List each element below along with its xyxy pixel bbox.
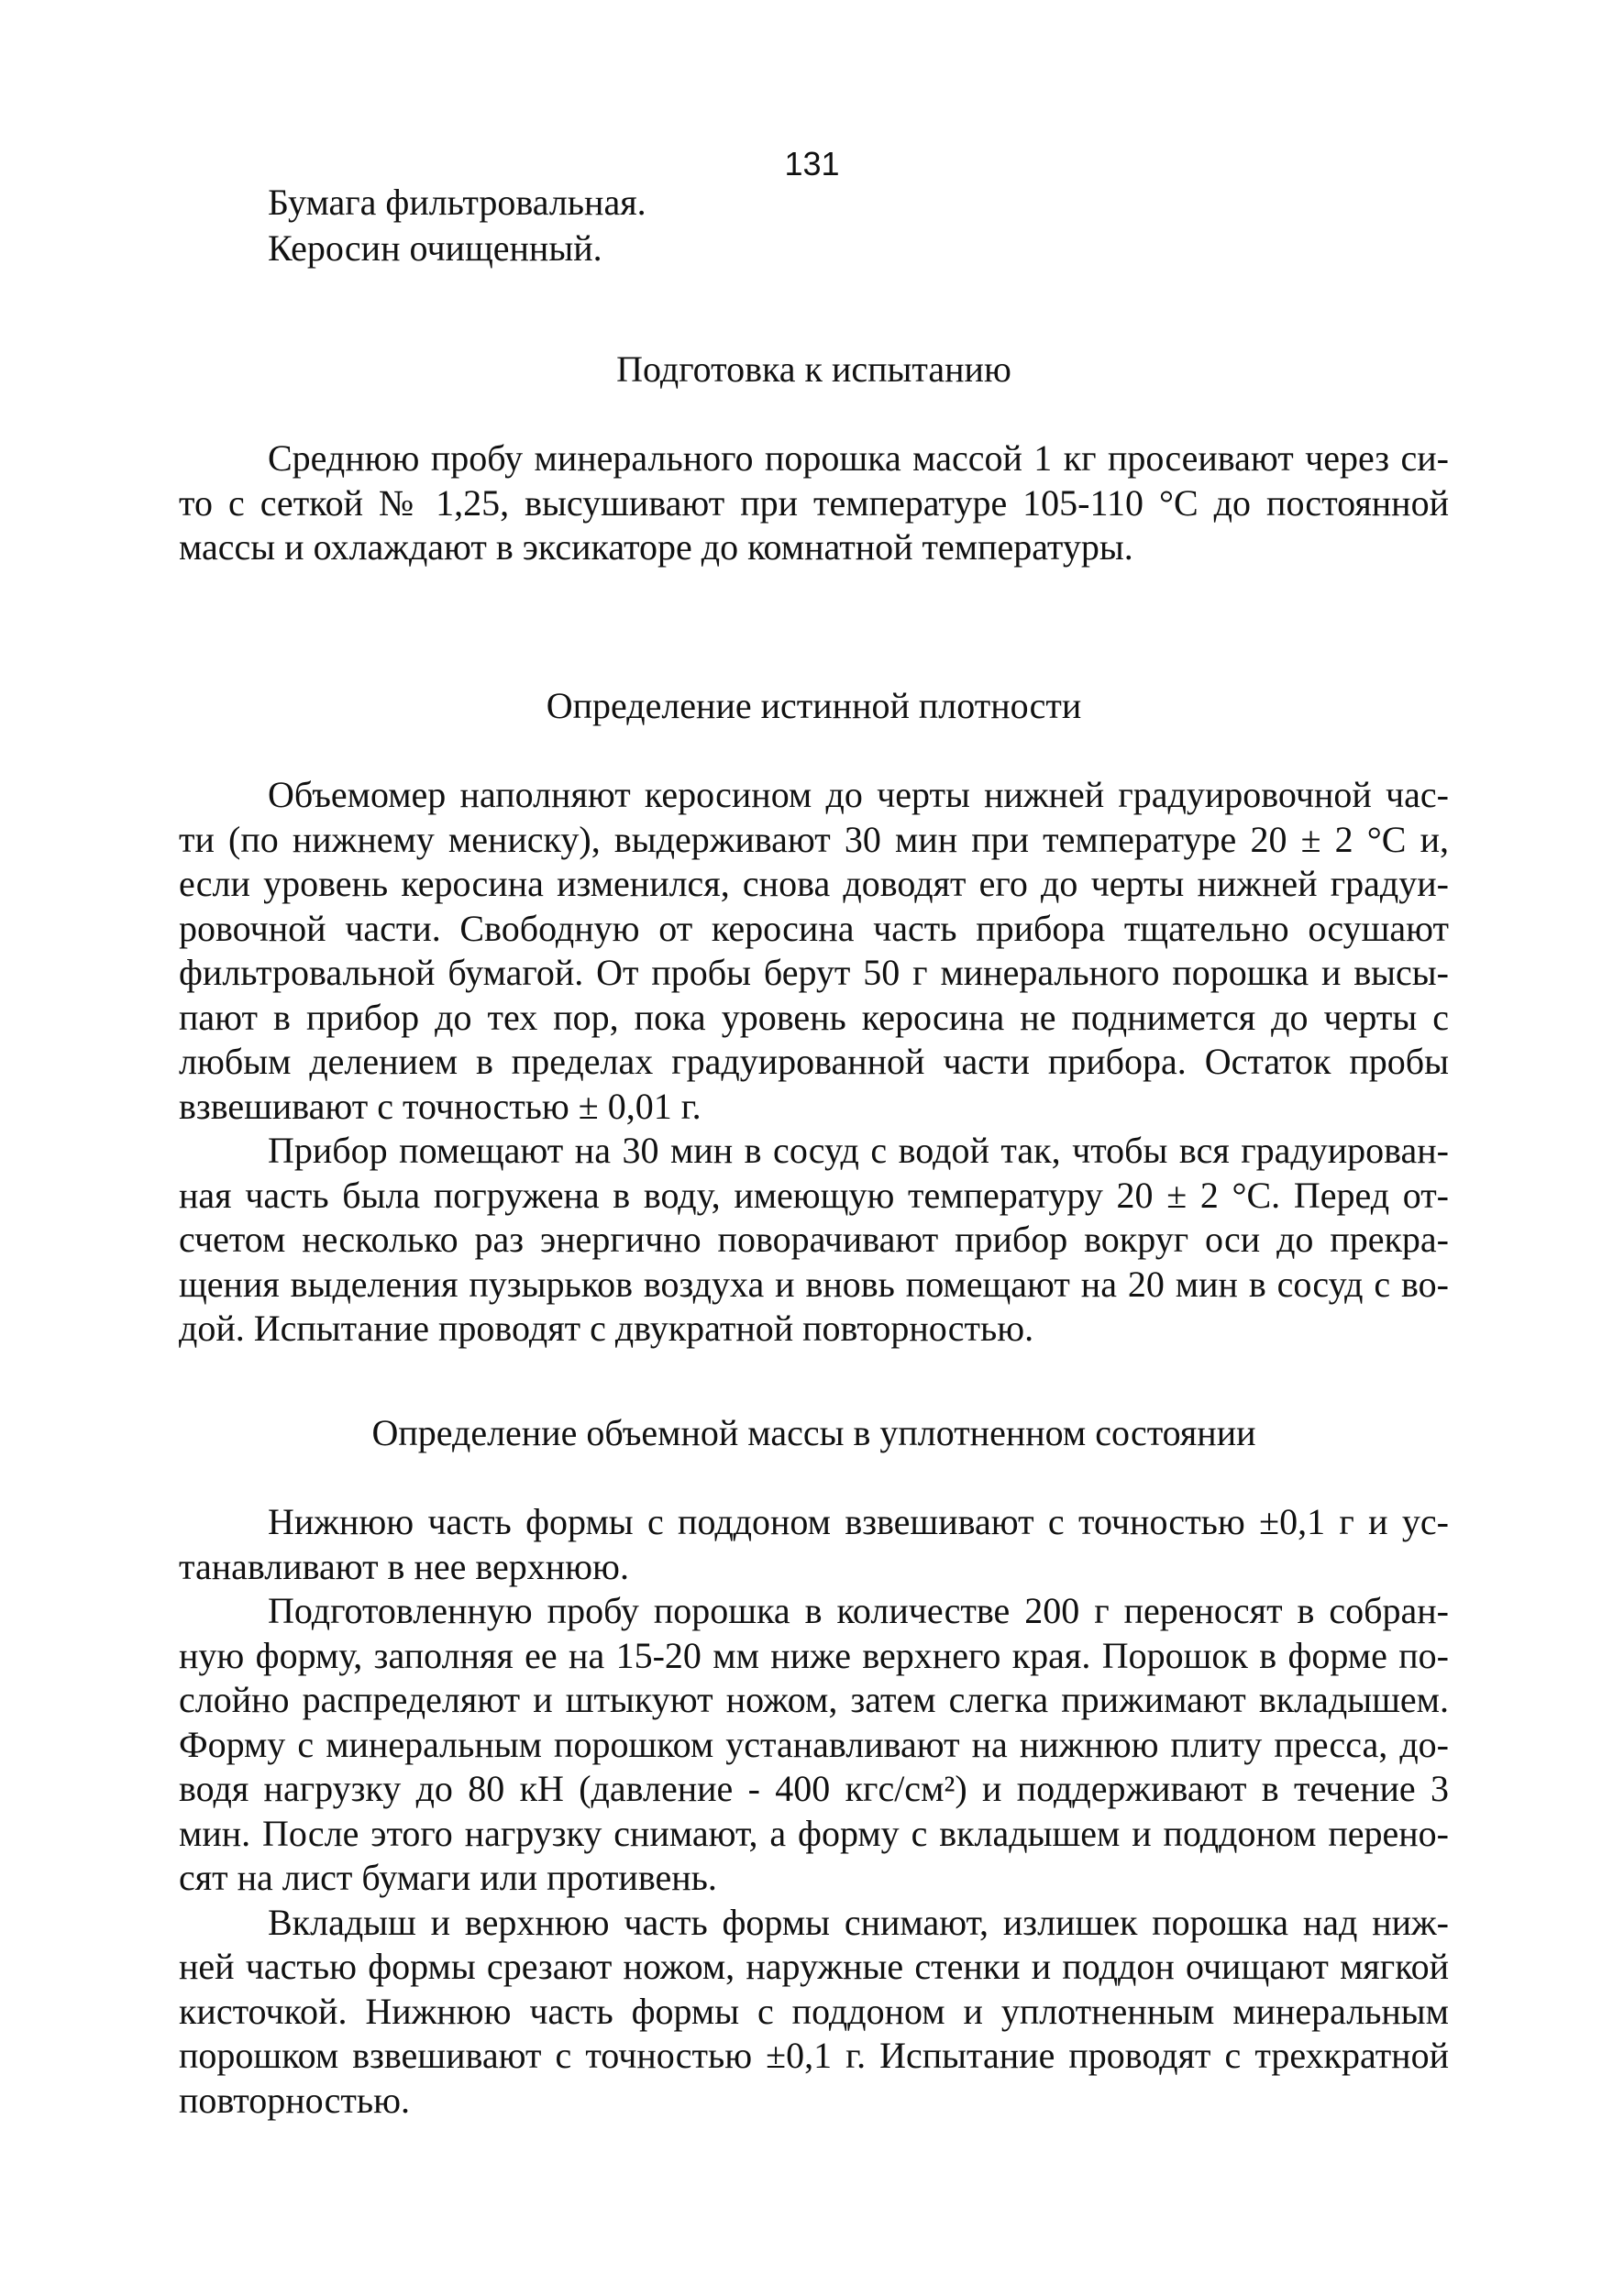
paragraph: Объемомер наполняют керосином до черты нижней градуировочной час-ти (по нижнему мениску), выдерживают 30 мин при температуре 20 ± 2 °С и, если уровень керосина изменился, снова доводят его до черты нижней градуи-ровочной части. Свободную от керосина часть прибора тщательно осушают фильтровальной бумагой. От пробы берут 50 г минерального порошка и высы-пают в прибор до тех пор, пока уровень керосина не поднимется до черты с любым делением в пределах градуированной части прибора. Остаток пробы взвешивают с точностью ± 0,01 г. xyxy=(179,774,1449,1127)
section-true-density xyxy=(179,683,1449,1352)
materials-list xyxy=(268,180,646,271)
paragraph: Прибор помещают на 30 мин в сосуд с водой так, чтобы вся градуирован-ная часть была погружена в воду, имеющую температуру 20 ± 2 °С. Перед от-счетом несколько раз энергично поворачивают прибор вокруг оси до прекра-щения выделения пузырьков воздуха и вновь помещают на 20 мин в сосуд с во-дой. Испытание проводят с двукратной повторностью. xyxy=(179,1130,1449,1349)
paragraph: Подготовленную пробу порошка в количестве 200 г переносят в собран-ную форму, заполняя ее на 15-20 мм ниже верхнего края. Порошок в форме по-слойно распределяют и штыкуют ножом, затем слегка прижимают вкладышем. Форму с минеральным порошком устанавливают на нижнюю плиту пресса, до-водя нагрузку до 80 кН (давление - 400 кгс/см²) и поддерживают в течение 3 мин. После этого нагрузку снимают, а форму с вкладышем и поддоном перено-сят на лист бумаги или противень. xyxy=(179,1590,1449,1898)
page-number: 131 xyxy=(784,145,840,182)
section-compacted-bulk-mass xyxy=(179,1410,1449,2123)
section-heading: Определение истинной плотности xyxy=(546,685,1082,726)
material-item: Керосин очищенный. xyxy=(268,227,602,269)
material-item: Бумага фильтровальная. xyxy=(268,182,646,223)
paragraph: Вкладыш и верхнюю часть формы снимают, излишек порошка над ниж-ней частью формы срезают ножом, наружные стенки и поддон очищают мягкой кисточкой. Нижнюю часть формы с поддоном и уплотненным минеральным порошком взвешивают с точностью ±0,1 г. Испытание проводят с трехкратной повторностью. xyxy=(179,1901,1449,2121)
paragraph: Нижнюю часть формы с поддоном взвешивают с точностью ±0,1 г и ус-танавливают в нее верхнюю. xyxy=(179,1501,1449,1587)
section-test-preparation xyxy=(179,347,1449,570)
paragraph: Среднюю пробу минерального порошка массой 1 кг просеивают через си-то с сеткой № 1,25, высушивают при температуре 105-110 °С до постоянной массы и охлаждают в эксикаторе до комнатной температуры. xyxy=(179,437,1449,568)
section-heading: Определение объемной массы в уплотненном состоянии xyxy=(371,1412,1256,1453)
section-heading: Подготовка к испытанию xyxy=(616,348,1011,390)
